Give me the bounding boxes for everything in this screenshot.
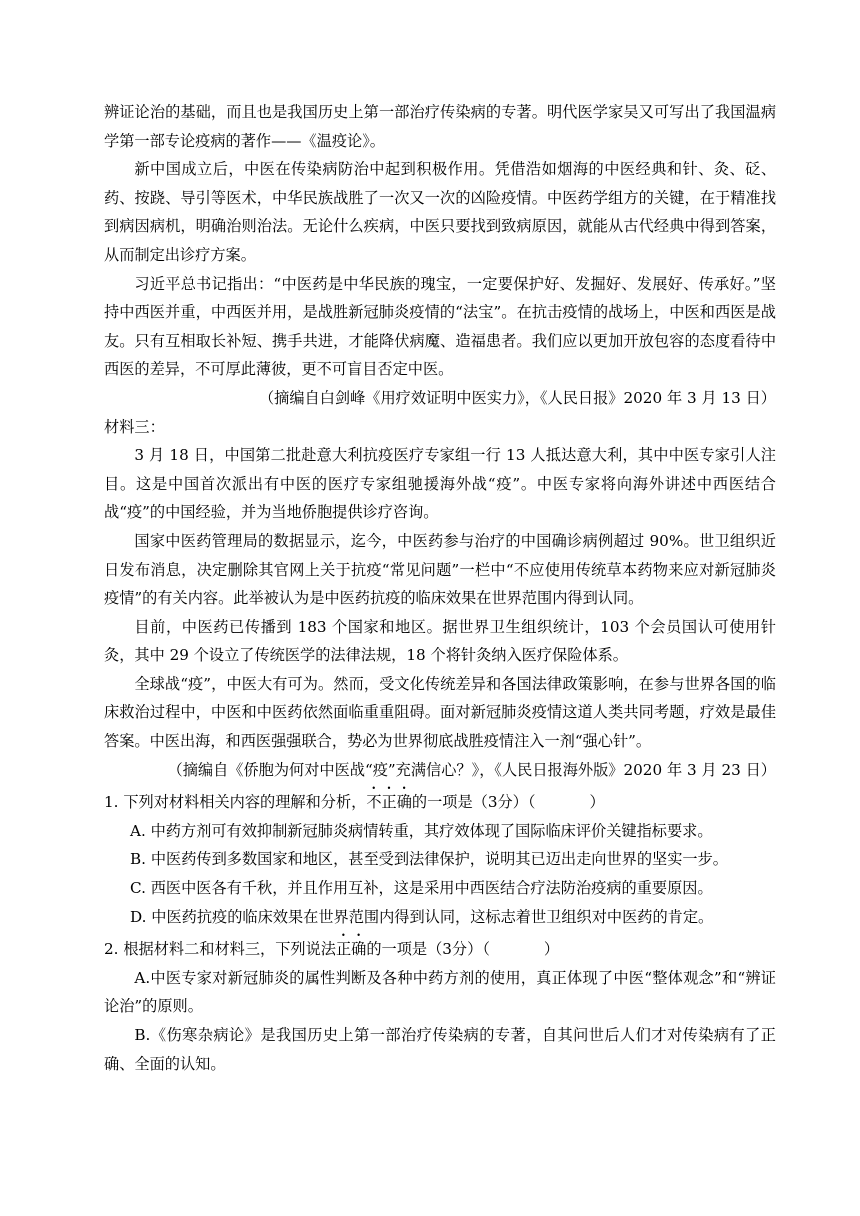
question-1-stem xyxy=(104,784,776,817)
question-2-stem xyxy=(104,931,776,964)
question-1-option-b: B. 中医药传到多数国家和地区，甚至受到法律保护，说明其已迈出走向世界的坚实一步。 xyxy=(130,850,728,869)
source-citation-3: （摘编自《侨胞为何对中医战“疫”充满信心？》，《人民日报海外版》2020 年 3 月 23 日） xyxy=(167,760,776,779)
question-2-option-a: A.中医专家对新冠肺炎的属性判断及各种中药方剂的使用，真正体现了中医“整体观念”和“辨证论治”的原则。 xyxy=(104,968,776,1016)
material-3-label: 材料三： xyxy=(104,417,165,436)
document-body xyxy=(104,98,776,1078)
paragraph-7: 全球战“疫”，中医大有可为。然而，受文化传统差异和各国法律政策影响，在参与世界各国的临床救治过程中，中医和中医药依然面临重重阻碍。面对新冠肺炎疫情这道人类共同考题，疗效是最佳答案。中医出海，和西医强强联合，势必为世界彻底战胜疫情注入一剂“强心针”。 xyxy=(104,674,776,751)
question-2-close: ） xyxy=(543,940,560,959)
question-2-prefix: 2. 根据材料二和材料三，下列说法 xyxy=(104,940,336,959)
question-1-option-a: A. 中药方剂可有效抑制新冠肺炎病情转重，其疗效体现了国际临床评价关键指标要求。 xyxy=(130,821,713,840)
source-citation-2: （摘编自白剑峰《用疗效证明中医实力》，《人民日报》2020 年 3 月 13 日） xyxy=(258,388,776,407)
question-2-option-b: B.《伤寒杂病论》是我国历史上第一部治疗传染病的专著，自其问世后人们才对传染病有了正确、全面的认知。 xyxy=(104,1026,776,1073)
paragraph-4: 3 月 18 日，中国第二批赴意大利抗疫医疗专家组一行 13 人抵达意大利，其中中医专家引人注目。这是中国首次派出有中医的医疗专家组驰援海外战“疫”。中医专家将向海外讲述中西医结合战“疫”的中国经验，并为当地侨胞提供诊疗咨询。 xyxy=(104,446,776,522)
question-1-emphasis: 不正确 xyxy=(366,793,412,812)
paragraph-5: 国家中医药管理局的数据显示，迄今，中医药参与治疗的中国确诊病例超过 90%。世卫组织近日发布消息，决定删除其官网上关于抗疫“常见问题”一栏中“不应使用传统草本药物来应对新冠肺炎疫情”的有关内容。此举被认为是中医药抗疫的临床效果在世界范围内得到认同。 xyxy=(104,531,776,608)
paragraph-3: 习近平总书记指出：“中医药是中华民族的瑰宝，一定要保护好、发掘好、发展好、传承好。”坚持中西医并重，中西医并用，是战胜新冠肺炎疫情的“法宝”。在抗击疫情的战场上，中医和西医是战友。只有互相取长补短、携手共进，才能降伏病魔、造福患者。我们应以更加开放包容的态度看待中西医的差异，不可厚此薄彼，更不可盲目否定中医。 xyxy=(104,274,776,379)
question-2-suffix: 的一项是（3分）（ xyxy=(366,940,490,959)
question-1-option-d: D. 中医药抗疫的临床效果在世界范围内得到认同，这标志着世卫组织对中医药的肯定。 xyxy=(130,907,714,926)
question-1-prefix: 1. 下列对材料相关内容的理解和分析， xyxy=(104,793,367,812)
question-1-close: ） xyxy=(589,793,605,812)
paragraph-2: 新中国成立后，中医在传染病防治中起到积极作用。凭借浩如烟海的中医经典和针、灸、砭、药、按跷、导引等医术，中华民族战胜了一次又一次的凶险疫情。中医药学组方的关键，在于精准找到病因病机，明确治则治法。无论什么疾病，中医只要找到致病原因，就能从古代经典中得到答案，从而制定出诊疗方案。 xyxy=(104,160,776,264)
paragraph-6: 目前，中医药已传播到 183 个国家和地区。据世界卫生组织统计，103 个会员国认可使用针灸，其中 29 个设立了传统医学的法律法规，18 个将针灸纳入医疗保险体系。 xyxy=(104,617,776,665)
question-1-suffix: 的一项是（3分）（ xyxy=(411,793,536,812)
question-2-emphasis: 正确 xyxy=(335,940,367,959)
question-1-option-c: C. 西医中医各有千秋，并且作用互补，这是采用中西医结合疗法防治疫病的重要原因。 xyxy=(130,879,713,898)
paragraph-1: 辨证论治的基础，而且也是我国历史上第一部治疗传染病的专著。明代医学家吴又可写出了我国温病学第一部专论疫病的著作——《温疫论》。 xyxy=(104,103,776,150)
